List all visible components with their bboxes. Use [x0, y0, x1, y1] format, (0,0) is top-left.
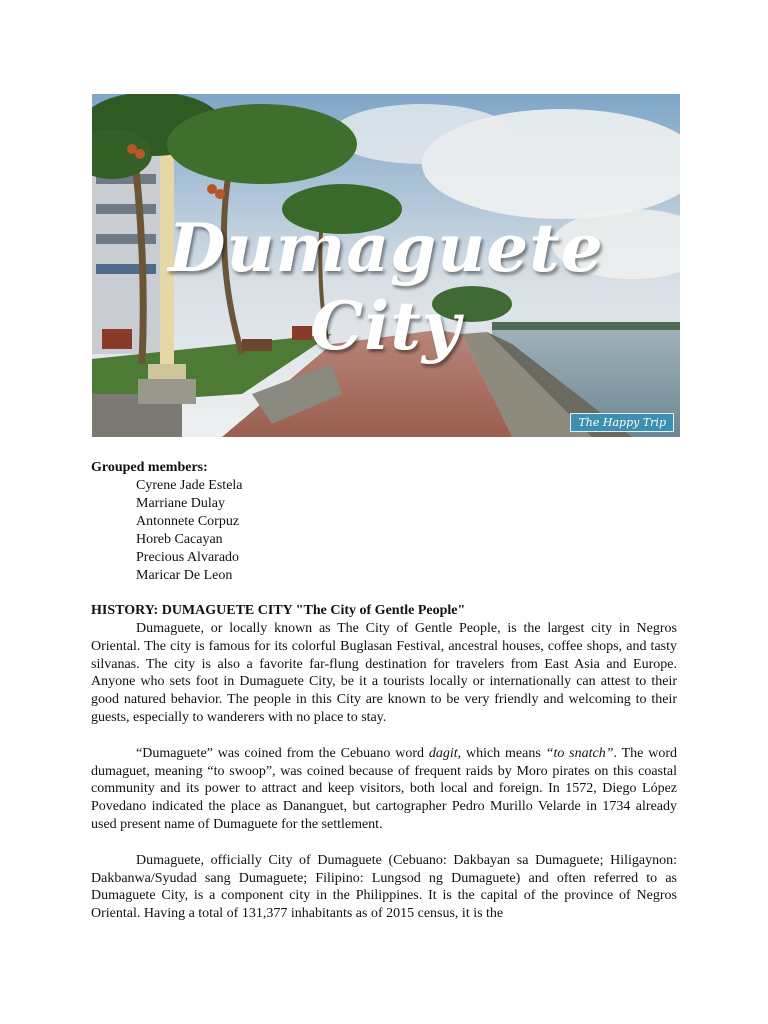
history-section — [91, 602, 677, 941]
members-list — [91, 477, 243, 585]
p2-text-a: “Dumaguete” was coined from the Cebuano word — [136, 745, 429, 761]
member-name: Maricar De Leon — [136, 568, 233, 583]
p2-italic-dagit: dagit, — [428, 745, 462, 761]
p2-text-e: . The word dumaguet, meaning “to swoop”, was coined because of frequent raids by Moro pirates on this coastal community and its power to attract and keep visitors, both local and foreign. In 1572, Diego López Povedano indicated the place as Dananguet, but cartographer Pedro Murillo Velarde in 1734 already used present name of Dumaguete for the settlement. — [91, 745, 678, 832]
hero-title: Dumaguete City — [168, 209, 604, 365]
history-paragraph-1: Dumaguete, or locally known as The City of Gentle People, is the largest city in Negros Oriental. The city is famous for its colorful Buglasan Festival, ancestral houses, coffee shops, and tasty silvanas. The city is also a favorite far-flung destination for travelers from East Asia and Europe. Anyone who sets foot in Dumaguete City, be it a tourists locally or internationally can attest to their good natured behavior. The people in this City are known to be very friendly and welcoming to their guests, especially to wanderers with no place to stay. — [91, 621, 677, 725]
history-paragraph-3: Dumaguete, officially City of Dumaguete (Cebuano: Dakbayan sa Dumaguete; Hiligaynon: Dakbanwa/Syudad sang Dumaguete; Filipino: Lungsod ng Dumaguete) and often referred to as Dumaguete City, is a component city in the Philippines. It is the capital of the province of Negros Oriental. Having a total of 131,377 inhabitants as of 2015 census, it is the — [91, 852, 677, 922]
member-name: Cyrene Jade Estela — [136, 478, 243, 493]
history-heading: HISTORY: DUMAGUETE CITY "The City of Gentle People" — [91, 603, 466, 618]
members-heading: Grouped members: — [91, 460, 208, 475]
watermark-logo: The Happy Trip — [570, 413, 674, 432]
hero-photo — [92, 94, 680, 437]
member-name: Horeb Cacayan — [136, 532, 223, 547]
group-members — [91, 459, 243, 585]
member-name: Precious Alvarado — [136, 550, 240, 565]
member-name: Antonnete Corpuz — [136, 514, 240, 529]
history-paragraph-2 — [91, 745, 677, 834]
member-name: Marriane Dulay — [136, 496, 226, 511]
p2-text-c: which means — [461, 745, 546, 761]
p2-italic-to-snatch: “to snatch” — [545, 745, 614, 761]
